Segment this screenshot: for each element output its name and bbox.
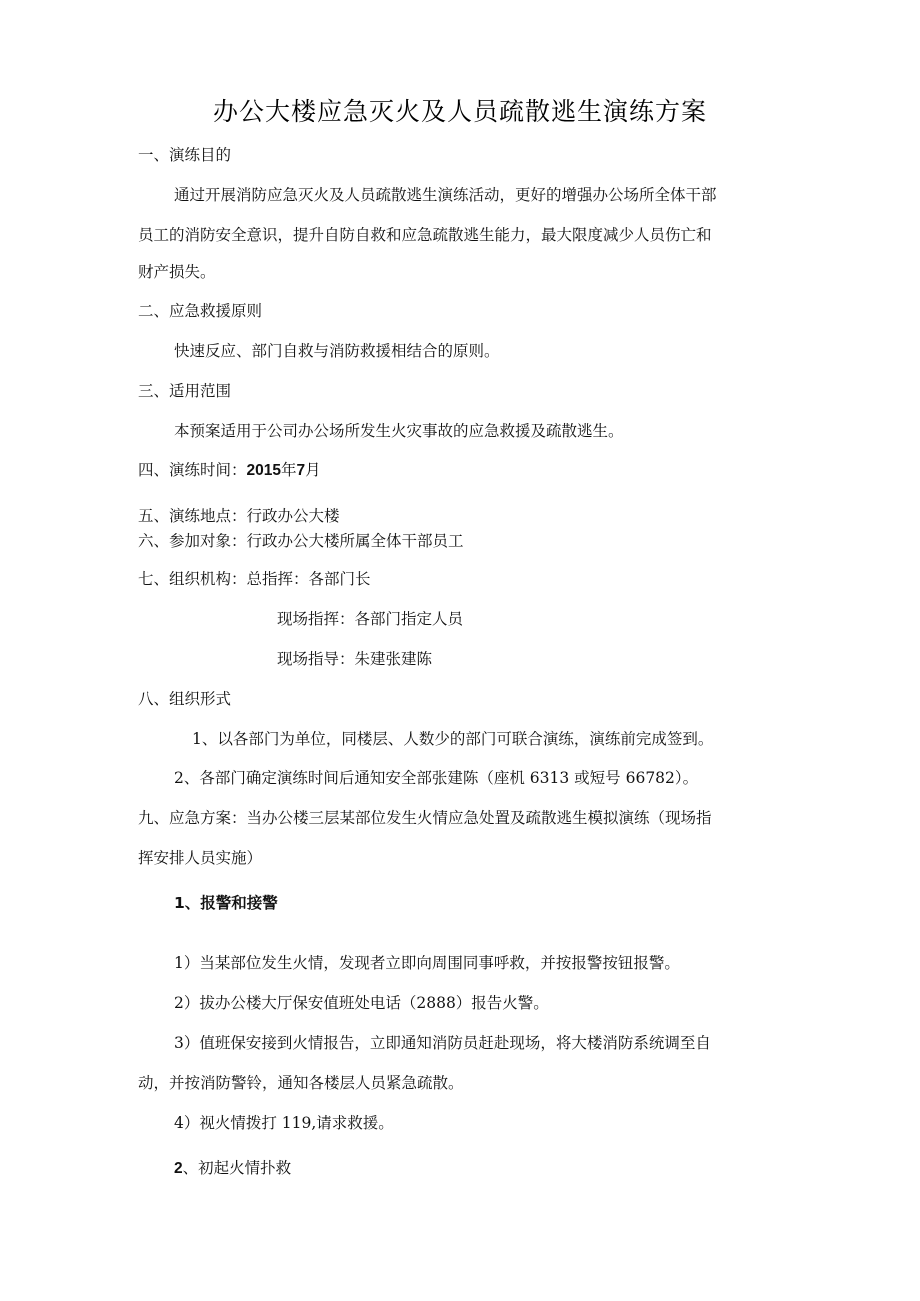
document-title: 办公大楼应急灭火及人员疏散逃生演练方案 [212,97,707,126]
drill-time-year-unit: 年 [281,461,297,479]
drill-time-month-unit: 月 [305,461,321,479]
section-9-sub-1-heading: 1、报警和接警 [174,894,278,912]
section-2-body: 快速反应、部门自救与消防救援相结合的原则。 [174,342,500,360]
section-9-line-1: 九、应急方案：当办公楼三层某部位发生火情应急处置及疏散逃生模拟演练（现场指 [138,809,712,827]
section-9-sub-1-item-1: 1）当某部位发生火情，发现者立即向周围同事呼救，并按报警按钮报警。 [174,954,680,972]
section-9-sub-1-item-3-line-1: 3）值班保安接到火情报告，立即通知消防员赶赴现场，将大楼消防系统调至自 [174,1034,711,1052]
section-3-heading: 三、适用范围 [138,382,232,400]
section-9-sub-1-item-2: 2）拔办公楼大厅保安值班处电话（2888）报告火警。 [174,994,549,1012]
section-8-item-2: 2、各部门确定演练时间后通知安全部张建陈（座机 6313 或短号 66782）。 [174,769,699,787]
section-7-organization-line-3: 现场指导：朱建张建陈 [277,650,433,668]
section-1-paragraph-line-1: 通过开展消防应急灭火及人员疏散逃生演练活动，更好的增强办公场所全体干部 [174,186,717,204]
section-5-drill-location: 五、演练地点：行政办公大楼 [138,507,340,525]
section-8-heading: 八、组织形式 [138,690,232,708]
drill-time-label: 四、演练时间： [138,461,247,479]
section-9-line-2: 挥安排人员实施） [138,849,263,867]
section-6-participants: 六、参加对象：行政办公大楼所属全体干部员工 [138,532,464,550]
section-7-organization-line-2: 现场指挥：各部门指定人员 [277,610,464,628]
section-7-organization-line-1: 七、组织机构：总指挥：各部门长 [138,570,371,588]
section-1-paragraph-line-2: 员工的消防安全意识，提升自防自救和应急疏散逃生能力，最大限度减少人员伤亡和 [138,226,712,244]
sub-2-number: 2 [174,1160,183,1177]
section-8-item-1: 1、以各部门为单位，同楼层、人数少的部门可联合演练，演练前完成签到。 [192,730,714,748]
drill-time-year: 2015 [246,462,281,479]
section-9-sub-2-heading [174,1158,291,1179]
section-9-sub-1-item-3-line-2: 动，并按消防警铃，通知各楼层人员紧急疏散。 [138,1074,464,1092]
section-4-drill-time [138,460,321,481]
section-2-heading: 二、应急救援原则 [138,302,263,320]
section-1-heading: 一、演练目的 [138,146,232,164]
drill-time-month: 7 [296,462,306,479]
section-3-body: 本预案适用于公司办公场所发生火灾事故的应急救援及疏散逃生。 [174,422,624,440]
sub-2-text: 、初起火情扑救 [182,1159,292,1177]
section-9-sub-1-item-4: 4）视火情拨打 119,请求救援。 [174,1114,394,1132]
section-1-paragraph-line-3: 财产损失。 [138,263,216,281]
